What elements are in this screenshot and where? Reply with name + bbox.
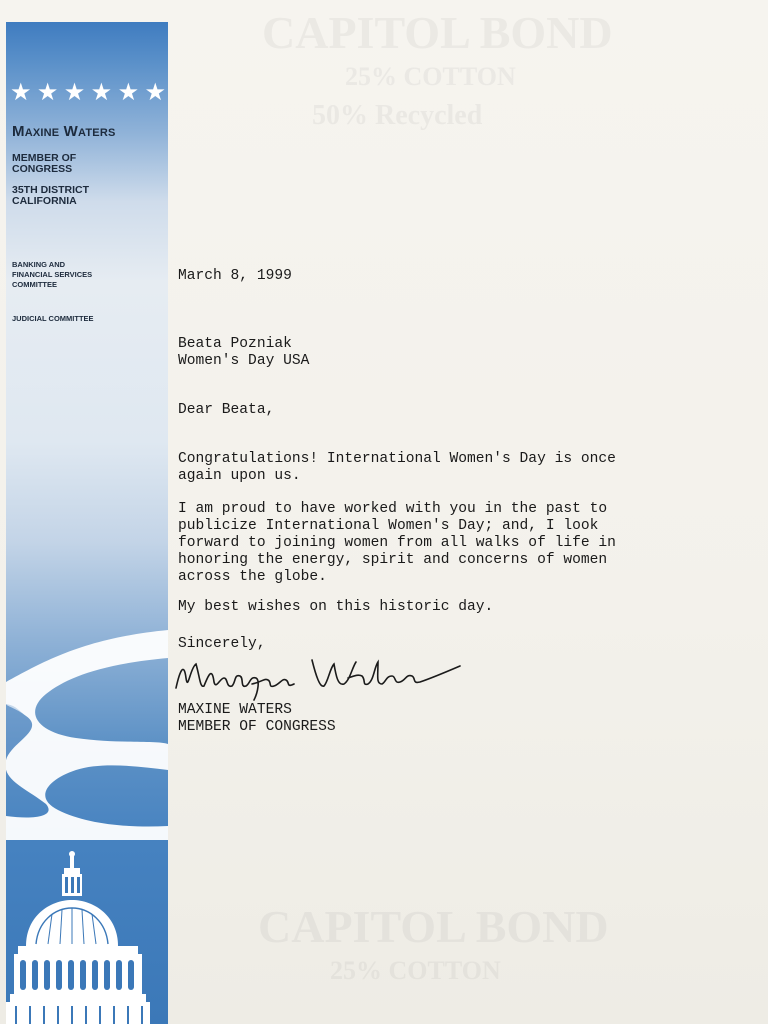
capitol-dome-graphic [6,850,168,1024]
recipient-org: Women's Day USA [178,353,310,369]
salutation: Dear Beata, [178,402,275,418]
signer-name: MAXINE WATERS [178,702,292,718]
star-icon: ★ [144,78,166,106]
handwritten-signature [170,648,470,706]
star-icon: ★ [36,78,59,106]
watermark-recycled: 50% Recycled [312,100,483,131]
watermark-cotton: 25% COTTON [345,62,516,91]
star-icon: ★ [10,78,32,106]
letterhead-role: MEMBER OF CONGRESS [12,152,77,175]
river-ribbon-graphic [6,620,168,840]
letterhead-sidebar [6,22,168,1024]
recipient-name: Beata Pozniak [178,336,292,352]
letter-date: March 8, 1999 [178,268,292,284]
recipient-block [178,336,309,370]
paragraph-2: I am proud to have worked with you in the past to publicize International Women's Day; and, I look forward to joining women from all walks of life in honoring the energy, spirit and concerns of women across the globe. [178,501,616,585]
paragraph-1: Congratulations! International Women's Day is once again upon us. [178,451,616,484]
watermark-top: CAPITOL BOND [262,7,613,58]
letterhead-committee: BANKING AND FINANCIAL SERVICES COMMITTEE [12,260,93,289]
star-icon: ★ [117,78,140,106]
watermark-bottom: CAPITOL BOND [258,901,609,952]
signer-title: MEMBER OF CONGRESS [178,719,336,735]
letterhead-judicial: JUDICIAL COMMITTEE [12,314,94,323]
star-icon: ★ [90,78,113,106]
closing: Sincerely, [178,636,266,652]
star-icon: ★ [63,78,86,106]
paragraph-3: My best wishes on this historic day. [178,599,494,615]
letterhead-name: Maxine Waters [12,123,116,140]
letterhead-district: 35TH DISTRICT CALIFORNIA [12,184,90,207]
signature-block [178,702,336,736]
watermark-bottom-cotton: 25% COTTON [330,956,501,985]
stars-row [10,80,166,104]
